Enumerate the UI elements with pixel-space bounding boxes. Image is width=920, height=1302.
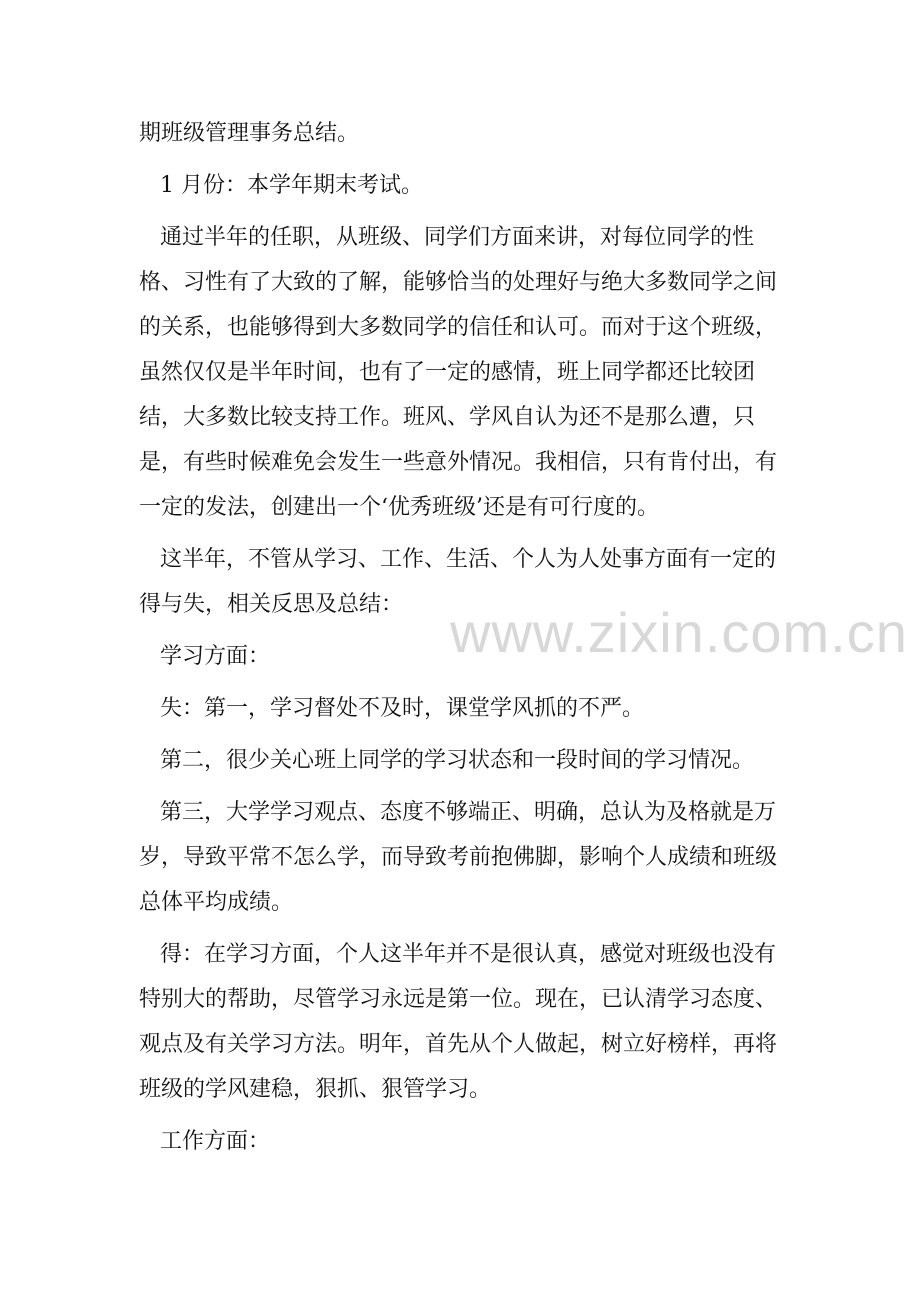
watermark: www.zixin.com.cn — [450, 601, 908, 664]
paragraph-gain: 得：在学习方面，个人这半年并不是很认真，感觉对班级也没有特别大的帮助，尽管学习永远是第一位。现在，已认清学习态度、观点及有关学习方法。明年，首先从个人做起，树立好榜样，再将班级的学风建稳，狠抓、狠管学习。 — [139, 942, 778, 1102]
document-body — [139, 111, 784, 1171]
paragraph-loss-second: 第二，很少关心班上同学的学习状态和一段时间的学习情况。 — [160, 748, 755, 773]
paragraph-january: 1 月份：本学年期末考试。 — [160, 173, 423, 198]
paragraph-loss-first: 失：第一，学习督处不及时，课堂学风抓的不严。 — [160, 696, 645, 721]
heading-work: 工作方面： — [160, 1129, 271, 1154]
paragraph-loss-third: 第三，大学学习观点、态度不够端正、明确，总认为及格就是万岁，导致平常不怎么学，而导致考前抱佛脚，影响个人成绩和班级总体平均成绩。 — [139, 800, 778, 915]
paragraph-reflection-intro: 这半年，不管从学习、工作、生活、个人为人处事方面有一定的得与失，相关反思及总结： — [139, 547, 777, 617]
heading-study: 学习方面： — [160, 644, 271, 669]
paragraph-class-summary: 通过半年的任职，从班级、同学们方面来讲，对每位同学的性格、习性有了大致的了解，能够恰当的处理好与绝大多数同学之间的关系，也能够得到大多数同学的信任和认可。而对于这个班级，虽然仅仅是半年时间，也有了一定的感情，班上同学都还比较团结，大多数比较支持工作。班风、学风自认为还不是那么遭，只是，有些时候难免会发生一些意外情况。我相信，只有肯付出，有一定的发法，创建出一个‘优秀班级’还是有可行度的。 — [139, 225, 778, 520]
paragraph-continuation: 期班级管理事务总结。 — [139, 121, 360, 146]
